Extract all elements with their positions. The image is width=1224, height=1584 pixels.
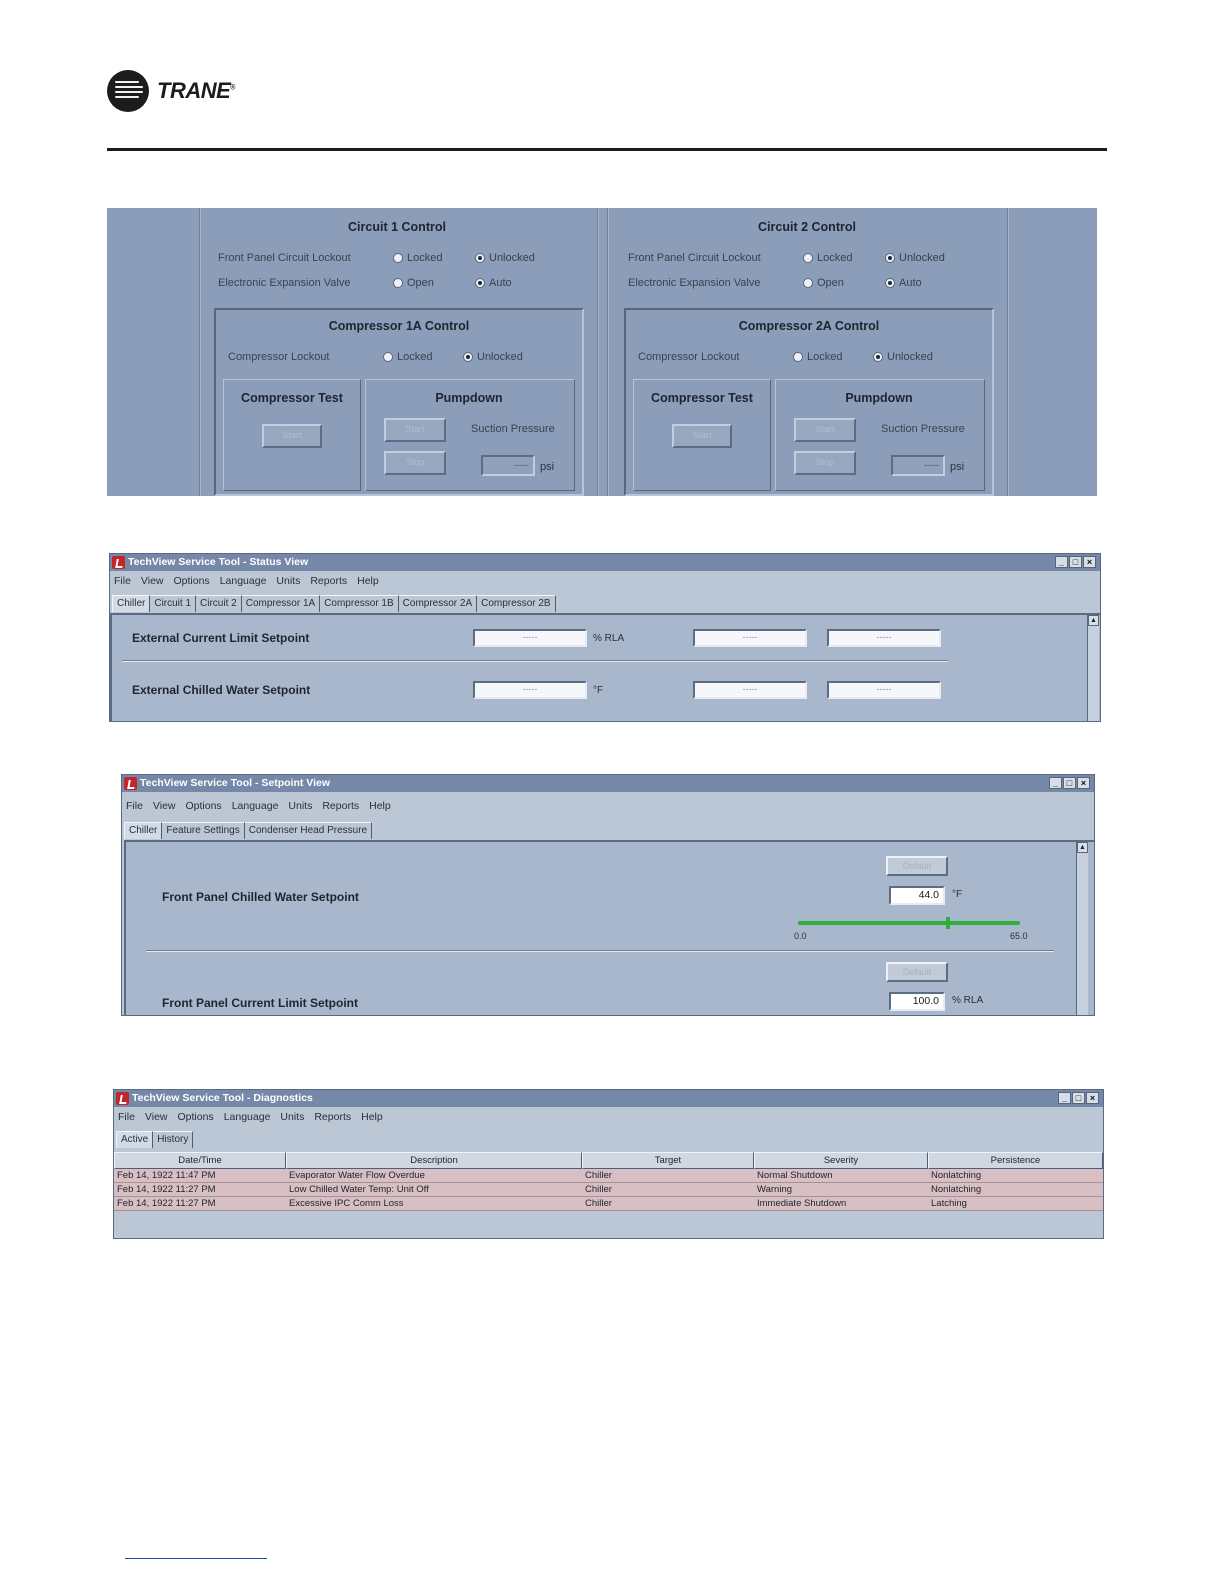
- current-limit-setpoint-input[interactable]: 100.0: [889, 992, 945, 1011]
- tab-history[interactable]: History: [153, 1131, 193, 1148]
- suction-pressure-unit: psi: [950, 461, 965, 473]
- menu-language[interactable]: Language: [231, 800, 279, 812]
- eev-label: Electronic Expansion Valve: [218, 277, 351, 289]
- cell-persistence: Nonlatching: [931, 1170, 982, 1181]
- pumpdown-stop-button[interactable]: Stop: [794, 451, 856, 475]
- close-icon[interactable]: ×: [1086, 1092, 1099, 1104]
- tab-chiller[interactable]: Chiller: [124, 822, 162, 839]
- status-view-window: [109, 553, 1101, 722]
- menu-view[interactable]: View: [140, 575, 164, 587]
- cell-datetime: Feb 14, 1922 11:27 PM: [117, 1198, 216, 1209]
- table-header: [114, 1152, 1103, 1169]
- minimize-icon[interactable]: _: [1055, 556, 1068, 568]
- cell-datetime: Feb 14, 1922 11:47 PM: [117, 1170, 216, 1181]
- setpoint-pane: [124, 840, 1094, 1016]
- column-header-description[interactable]: Description: [286, 1152, 582, 1169]
- radio-compressor-locked[interactable]: Locked: [383, 351, 432, 363]
- menu-help[interactable]: Help: [361, 1111, 383, 1123]
- status-menubar: [110, 572, 1100, 590]
- tab-compressor-2a[interactable]: Compressor 2A: [399, 595, 477, 612]
- compressor-lockout-label: Compressor Lockout: [228, 351, 330, 363]
- menu-file[interactable]: File: [118, 1111, 135, 1123]
- cell-datetime: Feb 14, 1922 11:27 PM: [117, 1184, 216, 1195]
- chilled-water-slider[interactable]: [798, 921, 1020, 925]
- pumpdown-title: Pumpdown: [845, 391, 913, 405]
- radio-auto[interactable]: Auto: [475, 277, 512, 289]
- scroll-up-icon[interactable]: ▲: [1077, 842, 1088, 853]
- compressor-lockout-label: Compressor Lockout: [638, 351, 740, 363]
- compressor-1a-title: Compressor 1A Control: [328, 319, 470, 333]
- column-header-severity[interactable]: Severity: [754, 1152, 928, 1169]
- tab-active[interactable]: Active: [116, 1131, 153, 1148]
- menu-units[interactable]: Units: [280, 1111, 305, 1123]
- chilled-water-default-button[interactable]: Default: [886, 856, 948, 876]
- tab-compressor-1b[interactable]: Compressor 1B: [320, 595, 398, 612]
- radio-compressor-unlocked[interactable]: Unlocked: [463, 351, 523, 363]
- techview-app-icon: [124, 777, 137, 790]
- menu-reports[interactable]: Reports: [314, 1111, 352, 1123]
- status-pane: [110, 613, 1101, 722]
- circuit-control-screenshot: [107, 208, 1097, 496]
- current-limit-unit: % RLA: [593, 633, 625, 644]
- cell-severity: Immediate Shutdown: [757, 1198, 847, 1209]
- setpoint-tabs: [124, 822, 372, 839]
- compressor-2a-title: Compressor 2A Control: [738, 319, 880, 333]
- pumpdown-title: Pumpdown: [435, 391, 503, 405]
- suction-pressure-label: Suction Pressure: [881, 423, 965, 435]
- cell-persistence: Nonlatching: [931, 1184, 982, 1195]
- table-row[interactable]: [114, 1197, 1103, 1211]
- minimize-icon[interactable]: _: [1049, 777, 1062, 789]
- radio-unlocked[interactable]: Unlocked: [475, 252, 535, 264]
- setpoint-view-window: [121, 774, 1095, 1016]
- menu-language[interactable]: Language: [223, 1111, 271, 1123]
- row-separator: [122, 660, 948, 662]
- diagnostics-window: [113, 1089, 1104, 1239]
- front-panel-lockout-label: Front Panel Circuit Lockout: [628, 252, 761, 264]
- cell-severity: Normal Shutdown: [757, 1170, 833, 1181]
- close-icon[interactable]: ×: [1077, 777, 1090, 789]
- tab-circuit-1[interactable]: Circuit 1: [150, 595, 196, 612]
- column-header-target[interactable]: Target: [582, 1152, 754, 1169]
- circuit-2-title: Circuit 2 Control: [758, 220, 856, 234]
- current-limit-default-button[interactable]: Default: [886, 962, 948, 982]
- chilled-water-value-3: -----: [827, 681, 941, 699]
- front-panel-lockout-label: Front Panel Circuit Lockout: [218, 252, 351, 264]
- menu-options[interactable]: Options: [173, 575, 210, 587]
- circuit-1-title: Circuit 1 Control: [348, 220, 446, 234]
- slider-min-label: 0.0: [794, 931, 807, 941]
- current-limit-setpoint-unit: % RLA: [952, 995, 984, 1006]
- maximize-icon[interactable]: □: [1069, 556, 1082, 568]
- chilled-water-slider-thumb[interactable]: [946, 917, 950, 929]
- row-separator: [146, 950, 1054, 952]
- column-header-persistence[interactable]: Persistence: [928, 1152, 1103, 1169]
- current-limit-value-field: -----: [473, 629, 587, 647]
- scroll-up-icon[interactable]: ▲: [1088, 615, 1099, 626]
- compressor-test-title: Compressor Test: [651, 391, 753, 405]
- radio-unlocked[interactable]: Unlocked: [885, 252, 945, 264]
- cell-target: Chiller: [585, 1184, 612, 1195]
- radio-open[interactable]: Open: [393, 277, 434, 289]
- suction-pressure-unit: psi: [540, 461, 555, 473]
- current-limit-value-2: -----: [693, 629, 807, 647]
- compressor-test-title: Compressor Test: [241, 391, 343, 405]
- external-chilled-water-label: External Chilled Water Setpoint: [132, 683, 311, 697]
- maximize-icon[interactable]: □: [1063, 777, 1076, 789]
- pumpdown-start-button[interactable]: Start: [794, 418, 856, 442]
- radio-locked[interactable]: Locked: [803, 252, 852, 264]
- front-panel-current-limit-label: Front Panel Current Limit Setpoint: [162, 996, 359, 1010]
- menu-units[interactable]: Units: [276, 575, 301, 587]
- trane-logo: [107, 70, 235, 112]
- diagnostics-table: [114, 1152, 1103, 1211]
- table-row[interactable]: [114, 1169, 1103, 1183]
- cell-description: Low Chilled Water Temp: Unit Off: [289, 1184, 429, 1195]
- table-row[interactable]: [114, 1183, 1103, 1197]
- tab-feature-settings[interactable]: Feature Settings: [162, 822, 244, 839]
- footer-link-underline: [125, 1558, 267, 1559]
- status-tabs: [112, 595, 556, 612]
- menu-view[interactable]: View: [152, 800, 176, 812]
- maximize-icon[interactable]: □: [1072, 1092, 1085, 1104]
- tab-circuit-2[interactable]: Circuit 2: [196, 595, 242, 612]
- logo-wordmark: TRANE®: [157, 78, 235, 103]
- trane-disc-icon: [107, 70, 149, 112]
- tab-compressor-1a[interactable]: Compressor 1A: [242, 595, 320, 612]
- close-icon[interactable]: ×: [1083, 556, 1096, 568]
- menu-reports[interactable]: Reports: [322, 800, 360, 812]
- menu-reports[interactable]: Reports: [310, 575, 348, 587]
- radio-compressor-unlocked[interactable]: Unlocked: [873, 351, 933, 363]
- menu-help[interactable]: Help: [369, 800, 391, 812]
- menu-language[interactable]: Language: [219, 575, 267, 587]
- cell-target: Chiller: [585, 1198, 612, 1209]
- techview-app-icon: [116, 1092, 129, 1105]
- cell-description: Excessive IPC Comm Loss: [289, 1198, 404, 1209]
- menu-view[interactable]: View: [144, 1111, 168, 1123]
- diagnostics-menubar: [114, 1108, 1103, 1126]
- minimize-icon[interactable]: _: [1058, 1092, 1071, 1104]
- chilled-water-value-2: -----: [693, 681, 807, 699]
- tab-chiller[interactable]: Chiller: [112, 595, 150, 612]
- pumpdown-start-button[interactable]: Start: [384, 418, 446, 442]
- diagnostics-titlebar: TechView Service Tool - Diagnostics _ □ ×: [114, 1090, 1103, 1107]
- header-divider: [107, 148, 1107, 151]
- cell-severity: Warning: [757, 1184, 793, 1195]
- external-current-limit-label: External Current Limit Setpoint: [132, 631, 310, 645]
- suction-pressure-field: -----: [891, 455, 945, 476]
- tab-compressor-2b[interactable]: Compressor 2B: [477, 595, 555, 612]
- setpoint-view-titlebar: TechView Service Tool - Setpoint View _ □ ×: [122, 775, 1094, 792]
- eev-label: Electronic Expansion Valve: [628, 277, 761, 289]
- menu-units[interactable]: Units: [288, 800, 313, 812]
- suction-pressure-field: -----: [481, 455, 535, 476]
- status-view-titlebar: TechView Service Tool - Status View _ □ ×: [110, 554, 1100, 571]
- techview-app-icon: [112, 556, 125, 569]
- current-limit-value-3: -----: [827, 629, 941, 647]
- menu-options[interactable]: Options: [177, 1111, 214, 1123]
- compressor-test-start-button[interactable]: Start: [672, 424, 732, 448]
- front-panel-chilled-water-label: Front Panel Chilled Water Setpoint: [162, 890, 359, 904]
- pumpdown-stop-button[interactable]: Stop: [384, 451, 446, 475]
- compressor-test-start-button[interactable]: Start: [262, 424, 322, 448]
- tab-condenser-head-pressure[interactable]: Condenser Head Pressure: [245, 822, 372, 839]
- chilled-water-setpoint-input[interactable]: 44.0: [889, 886, 945, 905]
- setpoint-scrollbar[interactable]: [1076, 842, 1088, 1016]
- diagnostics-tabs: [116, 1131, 193, 1148]
- cell-persistence: Latching: [931, 1198, 967, 1209]
- menu-help[interactable]: Help: [357, 575, 379, 587]
- chilled-water-value-field: -----: [473, 681, 587, 699]
- setpoint-menubar: [122, 797, 1094, 815]
- column-header-datetime[interactable]: Date/Time: [114, 1152, 286, 1169]
- menu-file[interactable]: File: [114, 575, 131, 587]
- radio-open[interactable]: Open: [803, 277, 844, 289]
- slider-max-label: 65.0: [1010, 931, 1028, 941]
- chilled-water-unit: °F: [593, 685, 604, 696]
- radio-locked[interactable]: Locked: [393, 252, 442, 264]
- chilled-water-setpoint-unit: °F: [952, 889, 963, 900]
- menu-options[interactable]: Options: [185, 800, 222, 812]
- menu-file[interactable]: File: [126, 800, 143, 812]
- radio-auto[interactable]: Auto: [885, 277, 922, 289]
- cell-target: Chiller: [585, 1170, 612, 1181]
- suction-pressure-label: Suction Pressure: [471, 423, 555, 435]
- cell-description: Evaporator Water Flow Overdue: [289, 1170, 425, 1181]
- radio-compressor-locked[interactable]: Locked: [793, 351, 842, 363]
- status-scrollbar[interactable]: [1087, 615, 1099, 722]
